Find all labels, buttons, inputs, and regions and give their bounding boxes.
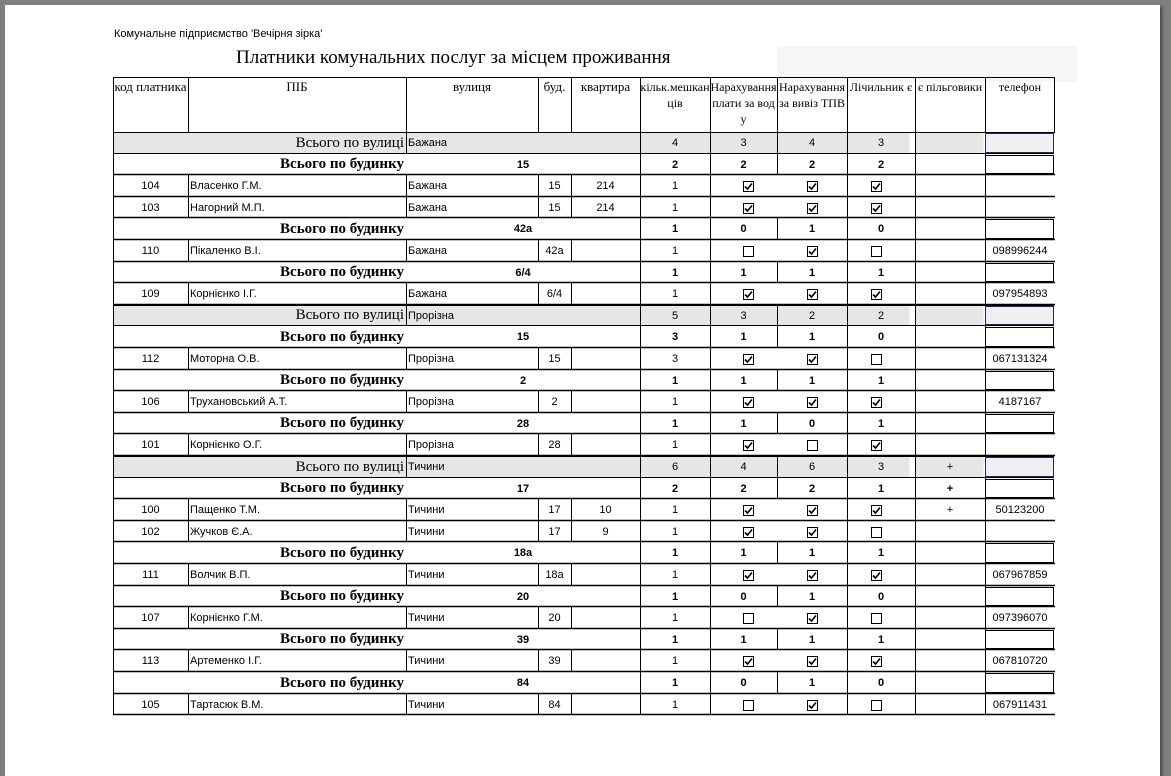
building-total-label: Всього по будинку — [280, 156, 404, 172]
checkmark-icon — [872, 657, 881, 666]
water-charge-checkbox[interactable] — [743, 700, 754, 711]
meter-checkbox[interactable] — [871, 246, 882, 257]
payer-building: 18а — [545, 569, 564, 581]
payer-phone — [985, 434, 1055, 456]
building-waste-total: 1 — [808, 677, 816, 689]
building-benefit-total — [915, 370, 985, 391]
payer-residents: 1 — [671, 525, 679, 538]
water-charge-checkbox[interactable] — [743, 613, 754, 624]
payer-street: Тичини — [408, 612, 445, 624]
building-benefit-total — [915, 326, 985, 348]
payer-phone: 098996244 — [992, 245, 1048, 257]
payer-name: Жучков Є.А. — [190, 525, 253, 538]
checkmark-icon — [744, 571, 753, 580]
payer-code: 109 — [141, 288, 160, 300]
payer-name: Пікаленко В.І. — [190, 245, 261, 257]
street-meter-total: 2 — [877, 309, 885, 322]
building-number: 42а — [513, 223, 533, 235]
payer-phone — [985, 175, 1055, 197]
payer-benefit: + — [946, 504, 954, 516]
street-name: Бажана — [408, 137, 448, 149]
meter-checkbox[interactable] — [871, 181, 882, 192]
payer-building: 28 — [548, 439, 561, 451]
checkmark-icon — [808, 571, 817, 580]
building-total-label: Всього по будинку — [280, 631, 404, 647]
building-meter-total: 1 — [877, 547, 885, 559]
checkmark-icon — [872, 506, 881, 515]
checkmark-icon — [808, 657, 817, 666]
checkmark-icon — [872, 571, 881, 580]
phone-box — [986, 544, 1054, 563]
checkmark-icon — [808, 506, 817, 515]
payer-street: Тичини — [408, 698, 445, 711]
payer-street: Бажана — [408, 180, 448, 192]
water-charge-checkbox[interactable] — [743, 203, 754, 214]
checkmark-icon — [872, 290, 881, 299]
header-apartment: квартира — [580, 79, 631, 94]
phone-box — [986, 156, 1054, 174]
building-number: 15 — [516, 158, 530, 171]
meter-checkbox[interactable] — [871, 656, 882, 667]
payer-residents: 3 — [671, 353, 679, 365]
payer-benefit — [915, 240, 985, 262]
payer-apartment — [571, 391, 640, 413]
building-meter-total: 0 — [877, 223, 885, 235]
payer-code: 104 — [141, 180, 160, 192]
building-water-total: 1 — [740, 633, 747, 646]
checkmark-icon — [744, 355, 753, 364]
payer-phone: 067131324 — [992, 353, 1048, 365]
payer-building: 17 — [548, 525, 561, 538]
payer-benefit — [915, 283, 985, 305]
building-number: 20 — [516, 590, 530, 603]
building-waste-total: 1 — [808, 331, 816, 343]
payer-apartment: 214 — [596, 180, 615, 192]
waste-charge-checkbox[interactable] — [807, 613, 818, 624]
meter-checkbox[interactable] — [871, 700, 882, 711]
payer-phone: 50123200 — [995, 504, 1045, 516]
payer-phone: 4187167 — [998, 396, 1042, 408]
payer-name: Моторна О.В. — [190, 353, 260, 365]
water-charge-checkbox[interactable] — [743, 246, 754, 257]
payer-apartment: 9 — [602, 525, 609, 538]
payer-name: Корнієнко Г.М. — [190, 612, 263, 624]
payer-code: 107 — [141, 612, 160, 624]
payer-benefit — [915, 197, 985, 218]
header-street: вулиця — [452, 79, 491, 94]
checkmark-icon — [744, 657, 753, 666]
waste-charge-checkbox[interactable] — [807, 203, 818, 214]
street-residents-total: 4 — [671, 137, 679, 149]
payer-name: Тартасюк В.М. — [190, 698, 264, 711]
street-waste-total: 4 — [808, 137, 816, 149]
checkmark-icon — [744, 528, 753, 537]
payer-building: 15 — [548, 201, 561, 214]
street-residents-total: 6 — [671, 461, 679, 473]
payer-residents: 1 — [671, 655, 679, 667]
payer-name: Корнієнко І.Г. — [190, 288, 257, 300]
payer-street: Тичини — [408, 655, 445, 667]
header-name: ПІБ — [286, 79, 308, 94]
street-water-total: 4 — [740, 461, 747, 473]
waste-charge-checkbox[interactable] — [807, 656, 818, 667]
meter-checkbox[interactable] — [871, 203, 882, 214]
payer-residents: 1 — [671, 569, 679, 581]
building-benefit-total — [915, 672, 985, 694]
building-residents-total: 2 — [671, 158, 679, 171]
payer-code: 111 — [142, 569, 159, 581]
building-meter-total: 1 — [877, 417, 885, 430]
payer-building: 17 — [548, 504, 561, 516]
water-charge-checkbox[interactable] — [743, 527, 754, 538]
checkmark-icon — [872, 398, 881, 407]
building-total-label: Всього по будинку — [280, 415, 404, 431]
payer-name: Артеменко І.Г. — [190, 655, 262, 667]
checkmark-icon — [808, 290, 817, 299]
checkmark-icon — [808, 701, 817, 710]
meter-checkbox[interactable] — [871, 527, 882, 538]
phone-box — [986, 307, 1054, 325]
building-waste-total: 1 — [808, 547, 816, 559]
street-waste-total: 6 — [808, 461, 816, 473]
building-waste-total: 0 — [808, 417, 816, 430]
building-total-label: Всього по будинку — [280, 328, 404, 345]
payers-table — [113, 77, 1055, 717]
payer-residents: 1 — [671, 180, 679, 192]
payer-name: Волчик В.П. — [190, 569, 251, 581]
building-meter-total: 0 — [877, 590, 885, 603]
building-number: 84 — [516, 677, 530, 689]
payer-residents: 1 — [671, 698, 679, 711]
header-phone: телефон — [998, 80, 1042, 94]
checkmark-icon — [808, 182, 817, 191]
payer-residents: 1 — [671, 245, 679, 257]
payer-phone: 067911431 — [992, 698, 1048, 711]
waste-charge-checkbox[interactable] — [807, 440, 818, 451]
payer-benefit — [915, 391, 985, 413]
building-water-total: 0 — [740, 590, 747, 603]
building-residents-total: 1 — [671, 266, 679, 279]
payer-benefit — [915, 175, 985, 197]
water-charge-checkbox[interactable] — [743, 505, 754, 516]
checkmark-icon — [744, 204, 753, 213]
meter-checkbox[interactable] — [871, 505, 882, 516]
phone-box — [986, 328, 1054, 347]
payer-building: 84 — [548, 698, 561, 711]
water-charge-checkbox[interactable] — [743, 570, 754, 581]
building-meter-total: 0 — [877, 331, 885, 343]
payer-code: 105 — [141, 698, 160, 711]
street-meter-total: 3 — [877, 137, 885, 149]
building-waste-total: 2 — [808, 158, 816, 171]
payer-apartment — [571, 694, 640, 715]
payer-benefit — [915, 694, 985, 715]
phone-box — [986, 264, 1054, 282]
building-residents-total: 1 — [671, 590, 679, 603]
meter-checkbox[interactable] — [871, 354, 882, 365]
street-water-total: 3 — [740, 137, 747, 149]
organization-name: Комунальне підприємство 'Вечірня зірка' — [114, 28, 323, 40]
phone-box — [986, 631, 1054, 649]
checkmark-icon — [808, 528, 817, 537]
building-water-total: 1 — [740, 331, 747, 343]
payer-phone — [985, 521, 1055, 542]
payer-residents: 1 — [671, 288, 679, 300]
meter-checkbox[interactable] — [871, 570, 882, 581]
checkmark-icon — [744, 398, 753, 407]
building-total-label: Всього по будинку — [280, 544, 404, 561]
meter-checkbox[interactable] — [871, 440, 882, 451]
street-benefit-total: + — [946, 461, 954, 473]
checkmark-icon — [872, 441, 881, 450]
building-residents-total: 1 — [671, 223, 679, 235]
building-residents-total: 1 — [671, 677, 679, 689]
payer-name: Нагорний М.П. — [190, 201, 265, 214]
payer-building: 42а — [545, 245, 564, 257]
payer-code: 101 — [141, 439, 160, 451]
street-meter-total: 3 — [877, 461, 885, 473]
checkmark-icon — [744, 441, 753, 450]
phone-box — [986, 674, 1054, 693]
payer-phone: 067967859 — [992, 569, 1048, 581]
building-residents-total: 1 — [671, 417, 679, 430]
building-meter-total: 2 — [877, 158, 885, 171]
payer-name: Трухановський А.Т. — [190, 396, 288, 408]
payer-street: Тичини — [408, 525, 445, 538]
street-water-total: 3 — [740, 309, 747, 322]
building-residents-total: 3 — [671, 331, 679, 343]
report-title: Платники комунальних послуг за місцем проживання — [236, 47, 671, 68]
meter-checkbox[interactable] — [871, 613, 882, 624]
street-total-label: Всього по вулиці — [295, 307, 404, 323]
payer-apartment — [571, 607, 640, 629]
waste-charge-checkbox[interactable] — [807, 246, 818, 257]
payer-phone: 097954893 — [992, 288, 1048, 300]
payer-street: Прорізна — [408, 439, 454, 451]
phone-box — [986, 372, 1054, 390]
payer-name: Власенко Г.М. — [190, 180, 262, 192]
building-waste-total: 1 — [808, 223, 816, 235]
building-meter-total: 0 — [877, 677, 885, 689]
phone-box — [986, 220, 1054, 239]
payer-apartment — [571, 240, 640, 262]
header-building: буд. — [543, 79, 566, 94]
meter-checkbox[interactable] — [871, 289, 882, 300]
payer-benefit — [915, 434, 985, 456]
building-residents-total: 1 — [671, 374, 679, 387]
payer-code: 112 — [141, 353, 160, 365]
payer-phone: 067810720 — [992, 655, 1048, 667]
building-meter-total: 1 — [877, 482, 885, 495]
building-meter-total: 1 — [877, 266, 885, 279]
building-total-label: Всього по будинку — [280, 264, 404, 280]
checkmark-icon — [808, 614, 817, 623]
header-meter: Лічильник є — [849, 80, 913, 94]
payer-benefit — [915, 564, 985, 586]
payer-street: Бажана — [408, 288, 448, 300]
street-name: Тичини — [408, 461, 445, 473]
phone-box — [986, 588, 1054, 606]
building-benefit-total — [915, 154, 985, 175]
payer-code: 103 — [141, 201, 160, 214]
phone-box — [986, 415, 1054, 433]
building-benefit-total: + — [946, 482, 954, 495]
building-waste-total: 1 — [808, 266, 816, 279]
payer-residents: 1 — [671, 612, 679, 624]
water-charge-checkbox[interactable] — [743, 656, 754, 667]
payer-apartment — [571, 434, 640, 456]
street-waste-total: 2 — [808, 309, 816, 322]
building-total-label: Всього по будинку — [280, 588, 404, 604]
building-number: 6/4 — [515, 266, 531, 279]
waste-charge-checkbox[interactable] — [807, 397, 818, 408]
checkmark-icon — [872, 204, 881, 213]
payer-apartment — [571, 650, 640, 672]
building-residents-total: 2 — [671, 482, 679, 495]
street-benefit-total — [915, 305, 985, 326]
payer-street: Тичини — [408, 504, 445, 516]
checkmark-icon — [872, 182, 881, 191]
phone-box — [986, 134, 1054, 153]
street-residents-total: 5 — [671, 309, 679, 322]
building-total-label: Всього по будинку — [280, 674, 404, 691]
street-benefit-total — [915, 132, 985, 154]
building-number: 15 — [516, 331, 530, 343]
building-benefit-total — [915, 542, 985, 564]
building-water-total: 1 — [740, 417, 747, 430]
building-benefit-total — [915, 586, 985, 607]
payer-building: 39 — [548, 655, 561, 667]
waste-charge-checkbox[interactable] — [807, 700, 818, 711]
phone-box — [986, 480, 1054, 498]
payer-apartment — [571, 283, 640, 305]
payer-code: 100 — [141, 504, 160, 516]
building-total-label: Всього по будинку — [280, 372, 404, 388]
building-residents-total: 1 — [671, 547, 679, 559]
building-water-total: 1 — [740, 266, 747, 279]
payer-building: 15 — [548, 180, 561, 192]
waste-charge-checkbox[interactable] — [807, 570, 818, 581]
building-benefit-total — [915, 629, 985, 650]
payer-building: 15 — [548, 353, 561, 365]
payer-street: Бажана — [408, 201, 448, 214]
payer-street: Тичини — [408, 569, 445, 581]
payer-code: 110 — [141, 245, 160, 257]
payer-benefit — [915, 650, 985, 672]
payer-residents: 1 — [671, 201, 679, 214]
payer-code: 113 — [141, 655, 160, 667]
building-waste-total: 1 — [808, 590, 816, 603]
waste-charge-checkbox[interactable] — [807, 181, 818, 192]
payer-residents: 1 — [671, 504, 679, 516]
payer-building: 2 — [551, 396, 558, 408]
building-meter-total: 1 — [877, 633, 885, 646]
water-charge-checkbox[interactable] — [743, 440, 754, 451]
payer-apartment: 214 — [596, 201, 615, 214]
waste-charge-checkbox[interactable] — [807, 505, 818, 516]
payer-apartment — [571, 564, 640, 586]
building-number: 2 — [519, 374, 527, 387]
checkmark-icon — [808, 355, 817, 364]
payer-apartment: 10 — [599, 504, 612, 516]
phone-box — [986, 458, 1054, 477]
building-meter-total: 1 — [877, 374, 885, 387]
waste-charge-checkbox[interactable] — [807, 289, 818, 300]
payer-name: Корнієнко О.Г. — [190, 439, 263, 451]
building-water-total: 0 — [740, 677, 747, 689]
building-water-total: 0 — [740, 223, 747, 235]
header-code: код платника — [114, 79, 187, 94]
header-waste: Нарахування за вивіз ТПВ — [778, 80, 846, 110]
building-benefit-total — [915, 413, 985, 434]
payer-code: 106 — [141, 396, 160, 408]
street-total-label: Всього по вулиці — [295, 458, 404, 475]
payer-residents: 1 — [671, 396, 679, 408]
payer-building: 6/4 — [546, 288, 563, 300]
payer-benefit — [915, 607, 985, 629]
building-water-total: 2 — [740, 482, 747, 495]
payer-name: Пащенко Т.М. — [190, 504, 261, 516]
checkmark-icon — [808, 398, 817, 407]
checkmark-icon — [744, 182, 753, 191]
building-residents-total: 1 — [671, 633, 679, 646]
building-benefit-total — [915, 262, 985, 283]
payer-phone — [985, 197, 1055, 218]
payer-code: 102 — [141, 525, 160, 538]
building-number: 17 — [516, 482, 530, 495]
header-water: Нарахування плати за воду — [710, 80, 777, 126]
building-total-label: Всього по будинку — [280, 220, 404, 237]
building-number: 28 — [516, 417, 530, 430]
payer-benefit — [915, 521, 985, 542]
water-charge-checkbox[interactable] — [743, 397, 754, 408]
payer-phone: 097396070 — [992, 612, 1048, 624]
payer-residents: 1 — [671, 439, 679, 451]
payer-benefit — [915, 348, 985, 370]
payer-street: Бажана — [408, 245, 448, 257]
water-charge-checkbox[interactable] — [743, 354, 754, 365]
waste-charge-checkbox[interactable] — [807, 354, 818, 365]
checkmark-icon — [744, 506, 753, 515]
water-charge-checkbox[interactable] — [743, 289, 754, 300]
building-water-total: 1 — [740, 374, 747, 387]
building-waste-total: 1 — [808, 633, 816, 646]
water-charge-checkbox[interactable] — [743, 181, 754, 192]
building-waste-total: 2 — [808, 482, 816, 495]
building-number: 18а — [513, 547, 533, 559]
payer-street: Прорізна — [408, 396, 454, 408]
payer-building: 20 — [548, 612, 561, 624]
building-water-total: 2 — [740, 158, 747, 171]
checkmark-icon — [744, 290, 753, 299]
building-benefit-total — [915, 218, 985, 240]
waste-charge-checkbox[interactable] — [807, 527, 818, 538]
payer-apartment — [571, 348, 640, 370]
building-waste-total: 1 — [808, 374, 816, 387]
header-residents: кільк.мешканців — [640, 80, 710, 110]
header-benefit: є пільговики — [917, 80, 983, 94]
checkmark-icon — [808, 204, 817, 213]
building-total-label: Всього по будинку — [280, 480, 404, 496]
payer-street: Прорізна — [408, 353, 454, 365]
checkmark-icon — [808, 247, 817, 256]
meter-checkbox[interactable] — [871, 397, 882, 408]
building-number: 39 — [516, 633, 530, 646]
building-water-total: 1 — [740, 547, 747, 559]
street-name: Прорізна — [408, 309, 454, 322]
street-total-label: Всього по вулиці — [295, 134, 404, 151]
